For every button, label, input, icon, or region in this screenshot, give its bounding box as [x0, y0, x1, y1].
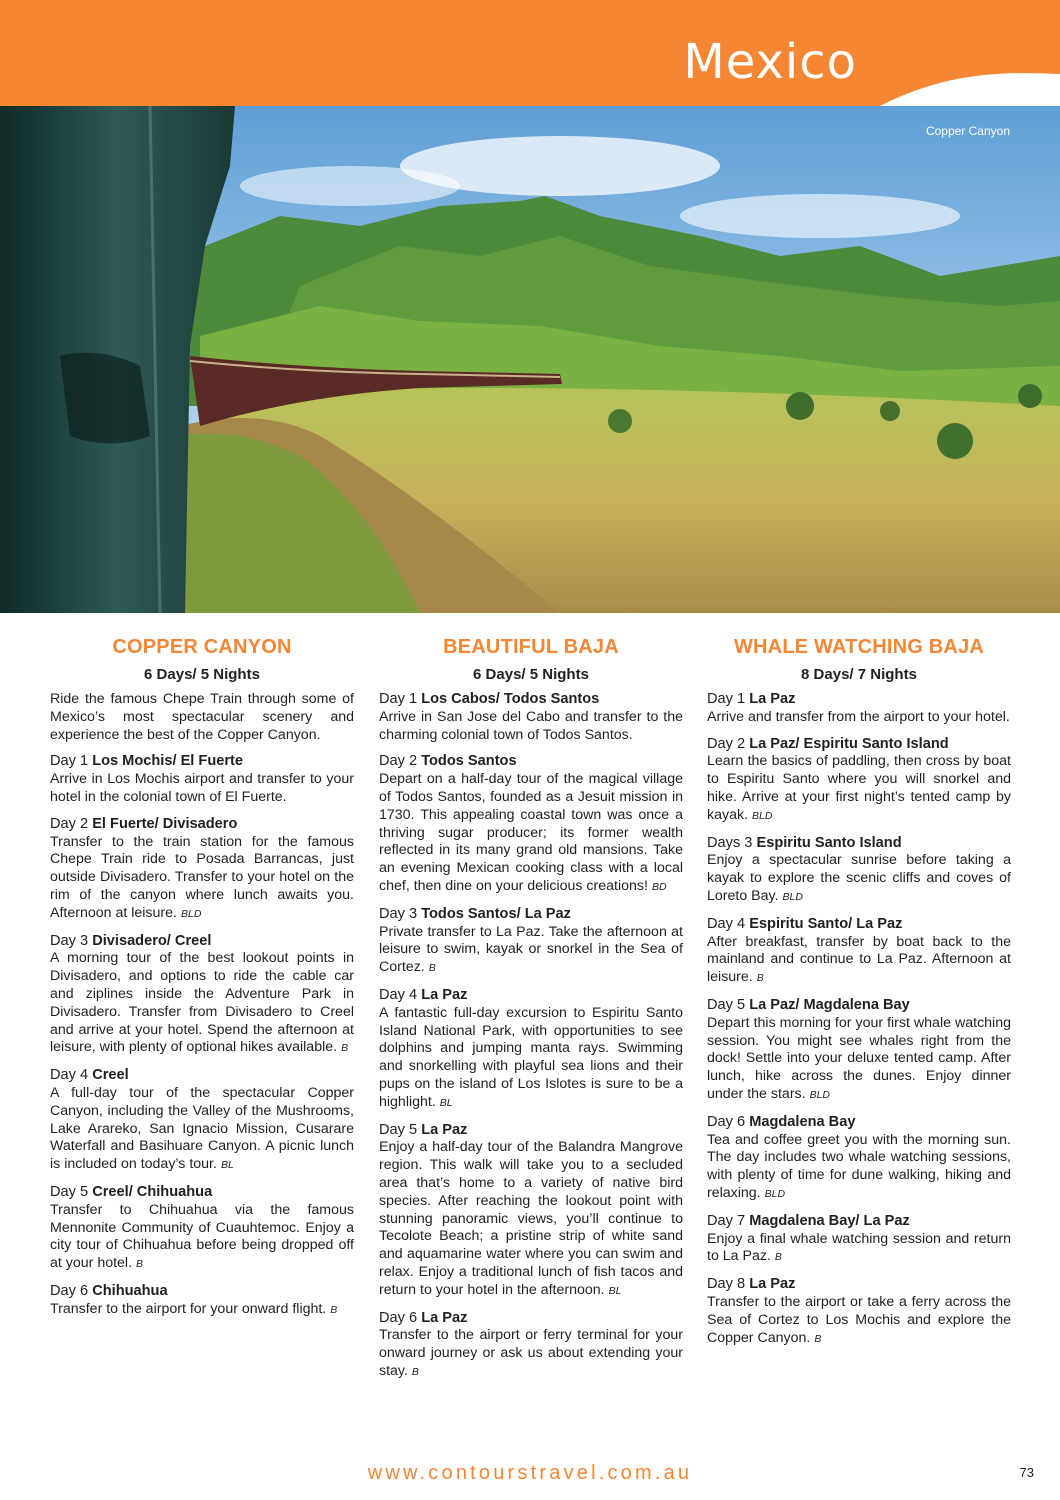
day-place: La Paz — [421, 1309, 468, 1326]
day-description — [379, 1327, 683, 1381]
day-description-text: Transfer to the airport or take a ferry across the Sea of Cortez to Los Mochis and explore the Copper Canyon. — [707, 1293, 1011, 1346]
meals-included: BL — [608, 1284, 622, 1297]
day-place: Todos Santos — [421, 753, 517, 770]
itinerary-day — [50, 933, 354, 1059]
meals-included: B — [756, 972, 764, 985]
page-number: 73 — [1019, 1465, 1034, 1480]
itinerary-day — [379, 906, 683, 978]
day-description — [707, 1132, 1011, 1204]
day-heading — [50, 753, 354, 771]
meals-included: BLD — [764, 1187, 786, 1200]
itinerary-day — [707, 916, 1011, 988]
day-description-text: Depart on a half-day tour of the magical village of Todos Santos, founded as a Jesuit mission in 1730. This appealing coastal town was once a thriving sugar producer; its former wealth reflected in its many grand old mansions. Take an evening Mexican cooking class with a local chef, then dine on your delicious creations! — [379, 771, 683, 894]
day-number: Day 2 — [379, 753, 418, 770]
day-description — [50, 950, 354, 1058]
day-description — [707, 753, 1011, 825]
tour-title: BEAUTIFUL BAJA — [443, 636, 619, 658]
day-number: Day 2 — [707, 735, 746, 752]
day-heading — [379, 987, 683, 1005]
day-number: Days 3 — [707, 834, 753, 851]
day-heading — [50, 1283, 354, 1301]
day-description-text: Depart this morning for your first whale watching session. You might see whales right from the dock! Settle into your deluxe tented camp. After lunch, hike across the dunes. Enjoy dinner under the stars. — [707, 1014, 1011, 1102]
day-number: Day 7 — [707, 1212, 746, 1229]
day-heading — [50, 933, 354, 951]
day-description-text: A full-day tour of the spectacular Copper Canyon, including the Valley of the Mushrooms, Lake Arareko, San Ignacio Mission, Cusarare Waterfall and Basihuare Canyon. A picnic lunch is included on today’s tour. — [50, 1084, 354, 1173]
day-description-text: Transfer to Chihuahua via the famous Mennonite Community of Cuauhtemoc. Enjoy a city tour of Chihuahua before being dropped off at your hotel. — [50, 1201, 354, 1272]
day-place: La Paz/ Espiritu Santo Island — [749, 735, 949, 752]
day-number: Day 1 — [379, 691, 418, 707]
tour-column-whale-watching-baja — [707, 634, 1011, 1357]
day-heading — [707, 1276, 1011, 1294]
day-description-text: Enjoy a spectacular sunrise before taking a kayak to explore the scenic cliffs and coves of Loreto Bay. — [707, 852, 1011, 904]
itinerary-day — [50, 1067, 354, 1175]
day-description-text: Tea and coffee greet you with the morning sun. The day includes two whale watching sessions, with plenty of time for dune walking, hiking and relaxing. — [707, 1131, 1011, 1201]
itinerary-day — [50, 816, 354, 924]
meals-included: B — [341, 1042, 349, 1055]
day-number: Day 8 — [707, 1276, 746, 1293]
day-number: Day 1 — [707, 691, 746, 707]
day-heading — [707, 1213, 1011, 1231]
meals-included: B — [774, 1251, 782, 1264]
day-heading — [379, 1310, 683, 1328]
day-number: Day 2 — [50, 815, 89, 832]
itinerary-day — [707, 691, 1011, 727]
day-description-text: Arrive in San Jose del Cabo and transfer to the charming colonial town of Todos Santos. — [379, 708, 683, 743]
day-place: El Fuerte/ Divisadero — [92, 815, 238, 832]
photo-caption: Copper Canyon — [925, 124, 1010, 138]
day-description-text: Private transfer to La Paz. Take the afternoon at leisure to swim, kayak or snorkel in the Sea of Cortez. — [379, 923, 683, 976]
day-description — [50, 1202, 354, 1274]
day-description — [379, 924, 683, 978]
website-url[interactable]: www.contourstravel.com.au — [367, 1462, 693, 1484]
day-heading — [707, 997, 1011, 1015]
itinerary-day — [707, 1114, 1011, 1204]
meals-included: B — [330, 1303, 338, 1316]
day-place: La Paz/ Magdalena Bay — [749, 996, 910, 1013]
day-description — [379, 1005, 683, 1113]
itinerary-day — [379, 1310, 683, 1382]
itinerary-day — [379, 753, 683, 896]
meals-included: BLD — [782, 890, 803, 903]
day-heading — [707, 691, 1011, 709]
day-description — [707, 934, 1011, 988]
day-description — [379, 771, 683, 897]
day-place: La Paz — [749, 1276, 796, 1293]
itinerary-day — [707, 1276, 1011, 1348]
meals-included: BL — [220, 1159, 234, 1172]
day-description-text: Transfer to the train station for the famous Chepe Train ride to Posada Barrancas, just outside Divisadero. Transfer to your hotel on the rim of the canyon where lunch awaits you. Afternoon at leisure. — [50, 833, 354, 921]
day-heading — [707, 736, 1011, 754]
day-description — [50, 1301, 354, 1320]
day-description — [707, 709, 1011, 727]
day-number: Day 6 — [379, 1309, 418, 1326]
day-description — [707, 1294, 1011, 1348]
meals-included: B — [136, 1258, 144, 1271]
itinerary-day — [50, 753, 354, 806]
day-place: Creel/ Chihuahua — [92, 1183, 213, 1200]
itinerary-day — [707, 997, 1011, 1105]
day-description — [50, 771, 354, 807]
day-heading — [707, 916, 1011, 934]
day-description-text: A morning tour of the best lookout points in Divisadero, and options to ride the cable car and ziplines inside the Adventure Park in Divisadero. Transfer from Divisadero to Creel and arrive at your hotel. Spend the afternoon at leisure, with plenty of optional hikes available. — [50, 950, 354, 1056]
tour-columns — [50, 634, 1010, 1454]
day-description-text: A fantastic full-day excursion to Espiritu Santo Island National Park, with opportunities to see dolphins and jumping manta rays. Swimming and snorkelling with playful sea lions and their pups on the island of Los Islotes is sure to be a highlight. — [379, 1004, 683, 1110]
itinerary-day — [379, 1122, 683, 1301]
day-heading — [50, 1184, 354, 1202]
meals-included: BLD — [809, 1088, 831, 1101]
day-heading — [50, 816, 354, 834]
day-place: La Paz — [421, 986, 468, 1003]
meals-included: BLD — [752, 809, 773, 822]
day-heading — [379, 753, 683, 771]
day-description-text: Arrive and transfer from the airport to your hotel. — [707, 708, 1010, 725]
tour-intro: Ride the famous Chepe Train through some of Mexico’s most spectacular scenery and experience the best of the Copper Canyon. — [50, 691, 354, 743]
day-place: Espiritu Santo/ La Paz — [749, 915, 903, 932]
day-number: Day 1 — [50, 753, 89, 770]
day-place: Los Cabos/ Todos Santos — [421, 691, 600, 707]
itinerary-day — [50, 1184, 354, 1274]
day-description — [379, 709, 683, 745]
meals-included: BD — [651, 880, 667, 893]
day-description-text: After breakfast, transfer by boat back to the mainland and continue to La Paz. Afternoon at leisure. — [707, 933, 1011, 986]
day-place: Todos Santos/ La Paz — [421, 905, 571, 922]
day-heading — [379, 906, 683, 924]
tour-title: COPPER CANYON — [112, 636, 292, 658]
day-number: Day 4 — [707, 915, 746, 932]
day-place: Los Mochis/ El Fuerte — [92, 753, 244, 770]
day-description-text: Arrive in Los Mochis airport and transfer to your hotel in the colonial town of El Fuerte. — [50, 771, 354, 805]
meals-included: B — [411, 1365, 419, 1378]
tour-column-copper-canyon — [50, 634, 354, 1329]
day-place: Creel — [92, 1067, 129, 1084]
day-description-text: Transfer to the airport for your onward flight. — [50, 1300, 327, 1317]
day-place: Espiritu Santo Island — [756, 834, 902, 851]
page-header — [0, 0, 1060, 106]
day-heading — [707, 835, 1011, 853]
header-swoosh-graphic — [0, 0, 1060, 106]
train-landscape-illustration — [0, 106, 1060, 613]
day-place: Chihuahua — [92, 1282, 168, 1299]
day-number: Day 4 — [379, 986, 418, 1003]
day-description — [50, 1085, 354, 1175]
day-place: La Paz — [421, 1121, 468, 1138]
day-description — [50, 834, 354, 924]
day-heading — [379, 1122, 683, 1140]
itinerary-day — [707, 835, 1011, 907]
meals-included: B — [814, 1332, 822, 1345]
day-number: Day 5 — [50, 1183, 89, 1200]
day-description-text: Transfer to the airport or ferry terminal for your onward journey or ask us about extending your stay. — [379, 1327, 683, 1379]
itinerary-day — [707, 736, 1011, 826]
tour-duration: 6 Days/ 5 Nights — [144, 666, 260, 683]
itinerary-day — [50, 1283, 354, 1320]
day-heading — [379, 691, 683, 709]
day-number: Day 6 — [707, 1113, 746, 1130]
day-number: Day 5 — [707, 996, 746, 1013]
day-description — [707, 1015, 1011, 1105]
day-description — [379, 1139, 683, 1300]
day-number: Day 5 — [379, 1121, 418, 1138]
itinerary-day — [707, 1213, 1011, 1267]
day-heading — [50, 1067, 354, 1085]
day-description — [707, 852, 1011, 906]
tour-duration: 6 Days/ 5 Nights — [473, 666, 589, 683]
day-heading — [707, 1114, 1011, 1132]
day-number: Day 3 — [379, 905, 418, 922]
meals-included: BLD — [180, 907, 202, 920]
day-number: Day 6 — [50, 1282, 89, 1299]
day-description-text: Enjoy a half-day tour of the Balandra Mangrove region. This walk will take you to a secluded area that’s home to a variety of native bird species. After reaching the lookout point with stunning panoramic views, you’ll continue to Tecolote Beach; a pristine strip of white sand and aquamarine water where you can swim and relax. Enjoy a traditional lunch of fish tacos and return to your hotel in the afternoon. — [379, 1139, 683, 1298]
hero-photo — [0, 106, 1060, 613]
day-place: Magdalena Bay/ La Paz — [749, 1212, 910, 1229]
itinerary-day — [379, 987, 683, 1113]
page-title: Mexico — [683, 34, 857, 90]
tour-title: WHALE WATCHING BAJA — [733, 636, 985, 658]
day-number: Day 3 — [50, 932, 89, 949]
day-place: Divisadero/ Creel — [92, 932, 212, 949]
day-description — [707, 1231, 1011, 1268]
day-number: Day 4 — [50, 1067, 89, 1084]
day-place: Magdalena Bay — [749, 1113, 856, 1130]
meals-included: BL — [439, 1096, 453, 1109]
day-description-text: Enjoy a final whale watching session and return to La Paz. — [707, 1230, 1011, 1265]
day-place: La Paz — [749, 691, 796, 707]
itinerary-day — [379, 691, 683, 744]
tour-column-beautiful-baja — [379, 634, 683, 1391]
day-description-text: Learn the basics of paddling, then cross by boat to Espiritu Santo where you will snorkel and hike. Arrive at your first night’s tented camp by kayak. — [707, 753, 1011, 823]
meals-included: B — [428, 962, 436, 975]
tour-duration: 8 Days/ 7 Nights — [801, 666, 917, 683]
